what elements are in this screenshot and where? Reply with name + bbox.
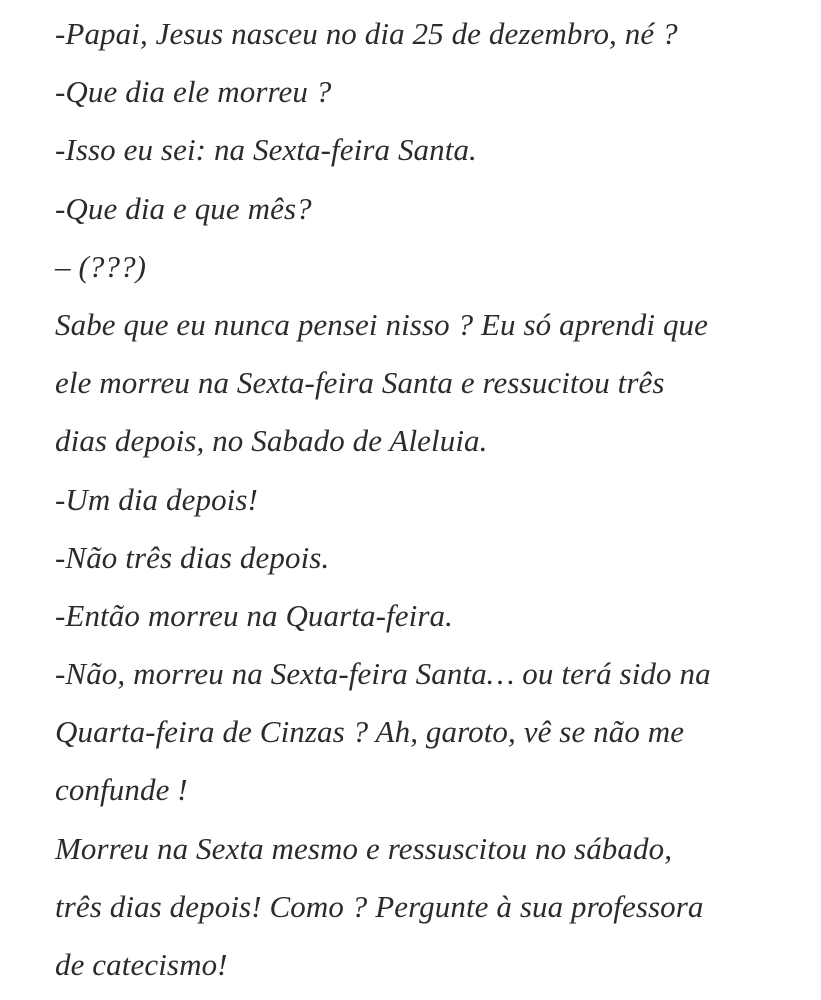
- text-line: dias depois, no Sabado de Aleluia.: [55, 423, 488, 459]
- text-line: três dias depois! Como ? Pergunte à sua professora: [55, 888, 704, 924]
- text-line: Morreu na Sexta mesmo e ressuscitou no sábado,: [55, 830, 673, 866]
- text-line: -Não, morreu na Sexta-feira Santa… ou terá sido na: [55, 656, 711, 692]
- text-line: -Papai, Jesus nasceu no dia 25 de dezembro, né ?: [55, 16, 678, 51]
- text-line: de catecismo!: [55, 947, 228, 982]
- text-line: confunde !: [55, 772, 188, 808]
- text-line: ele morreu na Sexta-feira Santa e ressucitou três: [55, 365, 665, 401]
- text-line: Quarta-feira de Cinzas ? Ah, garoto, vê se não me: [55, 714, 685, 750]
- text-line: -Um dia depois!: [55, 481, 258, 517]
- dialogue-text: [55, 5, 815, 994]
- text-line: -Isso eu sei: na Sexta-feira Santa.: [55, 132, 477, 168]
- text-line: -Não três dias depois.: [55, 539, 330, 575]
- text-line: -Que dia ele morreu ?: [55, 74, 332, 110]
- text-line: Sabe que eu nunca pensei nisso ? Eu só aprendi que: [55, 306, 709, 342]
- text-line: -Então morreu na Quarta-feira.: [55, 597, 453, 633]
- text-line: – (???): [55, 248, 147, 284]
- text-line: -Que dia e que mês?: [55, 190, 312, 226]
